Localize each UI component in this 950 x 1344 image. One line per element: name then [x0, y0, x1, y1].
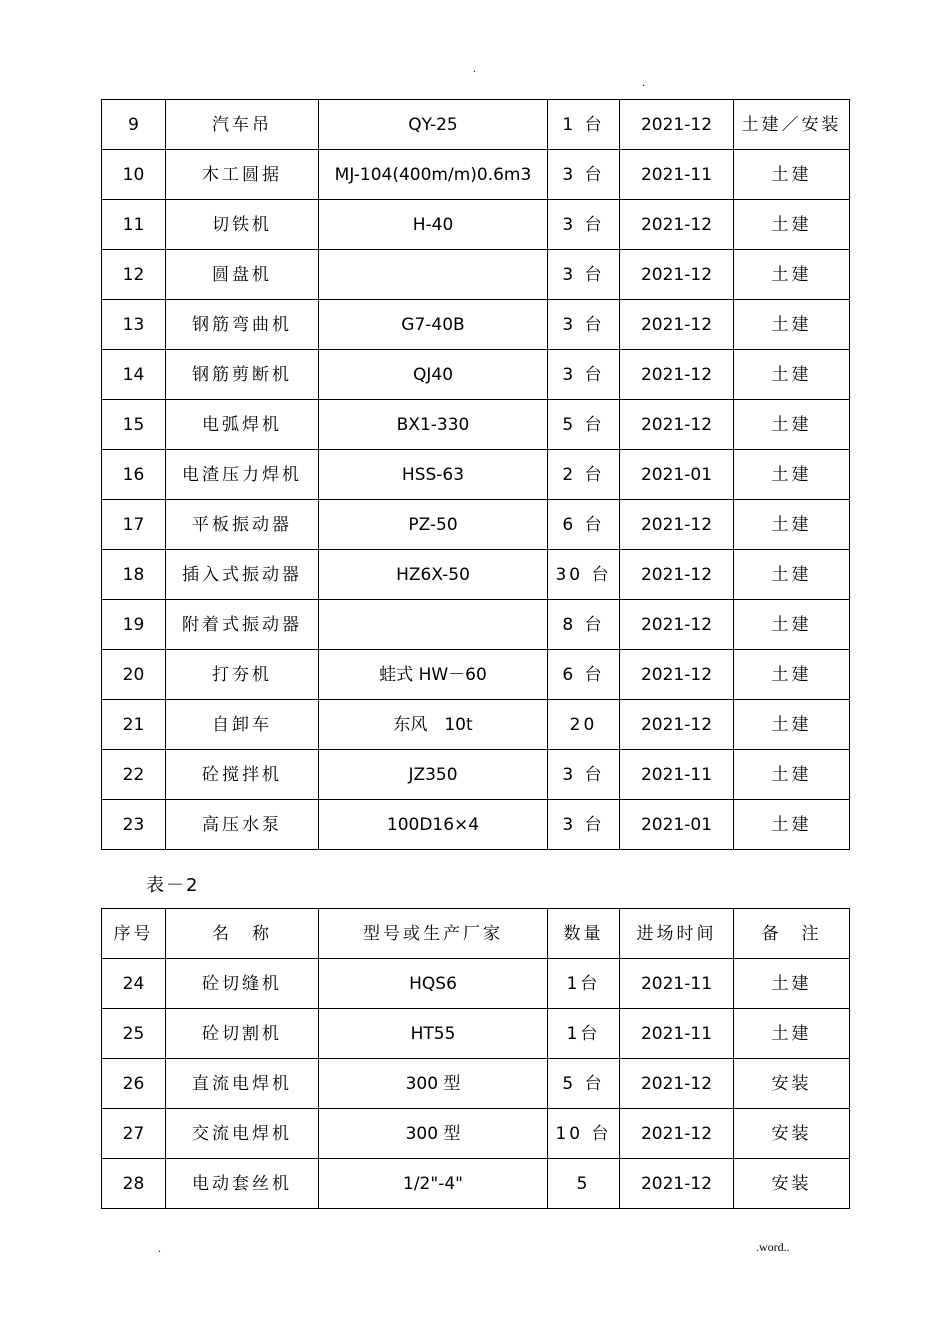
equipment-name-cell: 打夯机 [166, 650, 319, 700]
equipment-name-cell: 直流电焊机 [166, 1059, 319, 1109]
table-row [102, 400, 850, 450]
equipment-name-cell: 汽车吊 [166, 100, 319, 150]
equipment-name-cell: 砼切割机 [166, 1009, 319, 1059]
remark-cell: 土建 [734, 650, 850, 700]
arrival-date-cell: 2021-12 [620, 250, 734, 300]
quantity-cell: 5 台 [548, 1059, 620, 1109]
header-no: 序号 [102, 909, 166, 959]
equipment-table-2-body [102, 909, 850, 1209]
remark-cell: 土建 [734, 1009, 850, 1059]
row-number-cell: 28 [102, 1159, 166, 1209]
footer-mark: . [158, 1241, 161, 1255]
row-number-cell: 27 [102, 1109, 166, 1159]
arrival-date-cell: 2021-11 [620, 1009, 734, 1059]
header-qty: 数量 [548, 909, 620, 959]
arrival-date-cell: 2021-12 [620, 650, 734, 700]
table-row [102, 300, 850, 350]
equipment-name-cell: 电渣压力焊机 [166, 450, 319, 500]
quantity-cell: 3 台 [548, 350, 620, 400]
table-row [102, 600, 850, 650]
table-row [102, 1109, 850, 1159]
row-number-cell: 9 [102, 100, 166, 150]
table-row [102, 100, 850, 150]
remark-cell: 土建 [734, 700, 850, 750]
arrival-date-cell: 2021-12 [620, 700, 734, 750]
row-number-cell: 19 [102, 600, 166, 650]
equipment-name-cell: 插入式振动器 [166, 550, 319, 600]
row-number-cell: 14 [102, 350, 166, 400]
row-number-cell: 21 [102, 700, 166, 750]
table-row [102, 959, 850, 1009]
quantity-cell: 1台 [548, 959, 620, 1009]
quantity-cell: 6 台 [548, 500, 620, 550]
remark-cell: 安装 [734, 1159, 850, 1209]
table-row [102, 200, 850, 250]
quantity-cell: 10 台 [548, 1109, 620, 1159]
equipment-name-cell: 砼切缝机 [166, 959, 319, 1009]
row-number-cell: 17 [102, 500, 166, 550]
arrival-date-cell: 2021-12 [620, 1109, 734, 1159]
equipment-table-1-body [102, 100, 850, 850]
equipment-name-cell: 木工圆据 [166, 150, 319, 200]
model-spec-cell: H-40 [319, 200, 548, 250]
model-spec-cell: JZ350 [319, 750, 548, 800]
arrival-date-cell: 2021-12 [620, 600, 734, 650]
arrival-date-cell: 2021-01 [620, 800, 734, 850]
table-row [102, 1059, 850, 1109]
arrival-date-cell: 2021-12 [620, 1159, 734, 1209]
table-row [102, 350, 850, 400]
arrival-date-cell: 2021-12 [620, 400, 734, 450]
row-number-cell: 10 [102, 150, 166, 200]
arrival-date-cell: 2021-11 [620, 150, 734, 200]
model-spec-cell: QY-25 [319, 100, 548, 150]
remark-cell: 土建 [734, 300, 850, 350]
header-note: 备 注 [734, 909, 850, 959]
table-row [102, 150, 850, 200]
model-spec-cell: 300 型 [319, 1109, 548, 1159]
quantity-cell: 3 台 [548, 200, 620, 250]
equipment-table-1 [101, 99, 850, 850]
model-spec-cell: HZ6X-50 [319, 550, 548, 600]
equipment-table-2 [101, 908, 850, 1209]
arrival-date-cell: 2021-12 [620, 300, 734, 350]
remark-cell: 安装 [734, 1109, 850, 1159]
equipment-name-cell: 高压水泵 [166, 800, 319, 850]
row-number-cell: 24 [102, 959, 166, 1009]
model-spec-cell: HSS-63 [319, 450, 548, 500]
equipment-name-cell: 切铁机 [166, 200, 319, 250]
model-spec-cell: QJ40 [319, 350, 548, 400]
remark-cell: 土建 [734, 600, 850, 650]
equipment-name-cell: 钢筋弯曲机 [166, 300, 319, 350]
remark-cell: 土建 [734, 800, 850, 850]
quantity-cell: 8 台 [548, 600, 620, 650]
row-number-cell: 26 [102, 1059, 166, 1109]
table-2-label: 表－2 [146, 875, 200, 896]
equipment-name-cell: 钢筋剪断机 [166, 350, 319, 400]
equipment-name-cell: 圆盘机 [166, 250, 319, 300]
table-header-row [102, 909, 850, 959]
remark-cell: 土建 [734, 250, 850, 300]
model-spec-cell: BX1-330 [319, 400, 548, 450]
model-spec-cell: G7-40B [319, 300, 548, 350]
quantity-cell: 1台 [548, 1009, 620, 1059]
table-row [102, 250, 850, 300]
model-spec-cell: HQS6 [319, 959, 548, 1009]
footer-word-mark: .word.. [756, 1240, 790, 1254]
header-model: 型号或生产厂家 [319, 909, 548, 959]
quantity-cell: 6 台 [548, 650, 620, 700]
arrival-date-cell: 2021-12 [620, 500, 734, 550]
quantity-cell: 5 台 [548, 400, 620, 450]
table-row [102, 650, 850, 700]
quantity-cell: 1 台 [548, 100, 620, 150]
quantity-cell: 3 台 [548, 250, 620, 300]
equipment-name-cell: 电动套丝机 [166, 1159, 319, 1209]
remark-cell: 土建 [734, 400, 850, 450]
row-number-cell: 23 [102, 800, 166, 850]
quantity-cell: 5 [548, 1159, 620, 1209]
header-name: 名 称 [166, 909, 319, 959]
model-spec-cell: 1/2"-4" [319, 1159, 548, 1209]
row-number-cell: 25 [102, 1009, 166, 1059]
remark-cell: 土建 [734, 450, 850, 500]
arrival-date-cell: 2021-12 [620, 550, 734, 600]
quantity-cell: 3 台 [548, 150, 620, 200]
quantity-cell: 20 [548, 700, 620, 750]
model-spec-cell [319, 600, 548, 650]
remark-cell: 土建 [734, 150, 850, 200]
arrival-date-cell: 2021-12 [620, 350, 734, 400]
header-mark-left: . [473, 61, 476, 75]
model-spec-cell: 蛙式 HW－60 [319, 650, 548, 700]
row-number-cell: 20 [102, 650, 166, 700]
equipment-name-cell: 电弧焊机 [166, 400, 319, 450]
table-row [102, 550, 850, 600]
header-mark-right: . [642, 75, 645, 89]
table-row [102, 750, 850, 800]
equipment-name-cell: 平板振动器 [166, 500, 319, 550]
row-number-cell: 11 [102, 200, 166, 250]
remark-cell: 土建 [734, 350, 850, 400]
model-spec-cell [319, 250, 548, 300]
remark-cell: 土建 [734, 550, 850, 600]
model-spec-cell: 100D16×4 [319, 800, 548, 850]
model-spec-cell: 东风 10t [319, 700, 548, 750]
quantity-cell: 3 台 [548, 300, 620, 350]
table-row [102, 500, 850, 550]
table-row [102, 800, 850, 850]
model-spec-cell: 300 型 [319, 1059, 548, 1109]
quantity-cell: 3 台 [548, 800, 620, 850]
remark-cell: 安装 [734, 1059, 850, 1109]
remark-cell: 土建 [734, 500, 850, 550]
equipment-name-cell: 附着式振动器 [166, 600, 319, 650]
model-spec-cell: PZ-50 [319, 500, 548, 550]
arrival-date-cell: 2021-12 [620, 1059, 734, 1109]
arrival-date-cell: 2021-11 [620, 750, 734, 800]
equipment-name-cell: 交流电焊机 [166, 1109, 319, 1159]
remark-cell: 土建／安装 [734, 100, 850, 150]
quantity-cell: 30 台 [548, 550, 620, 600]
quantity-cell: 2 台 [548, 450, 620, 500]
table-row [102, 1009, 850, 1059]
table-row [102, 700, 850, 750]
row-number-cell: 13 [102, 300, 166, 350]
row-number-cell: 18 [102, 550, 166, 600]
header-date: 进场时间 [620, 909, 734, 959]
row-number-cell: 15 [102, 400, 166, 450]
row-number-cell: 22 [102, 750, 166, 800]
arrival-date-cell: 2021-12 [620, 100, 734, 150]
remark-cell: 土建 [734, 750, 850, 800]
model-spec-cell: HT55 [319, 1009, 548, 1059]
table-row [102, 450, 850, 500]
arrival-date-cell: 2021-11 [620, 959, 734, 1009]
equipment-name-cell: 自卸车 [166, 700, 319, 750]
equipment-name-cell: 砼搅拌机 [166, 750, 319, 800]
arrival-date-cell: 2021-01 [620, 450, 734, 500]
arrival-date-cell: 2021-12 [620, 200, 734, 250]
row-number-cell: 16 [102, 450, 166, 500]
remark-cell: 土建 [734, 200, 850, 250]
quantity-cell: 3 台 [548, 750, 620, 800]
model-spec-cell: MJ-104(400m/m)0.6m3 [319, 150, 548, 200]
table-row [102, 1159, 850, 1209]
remark-cell: 土建 [734, 959, 850, 1009]
row-number-cell: 12 [102, 250, 166, 300]
